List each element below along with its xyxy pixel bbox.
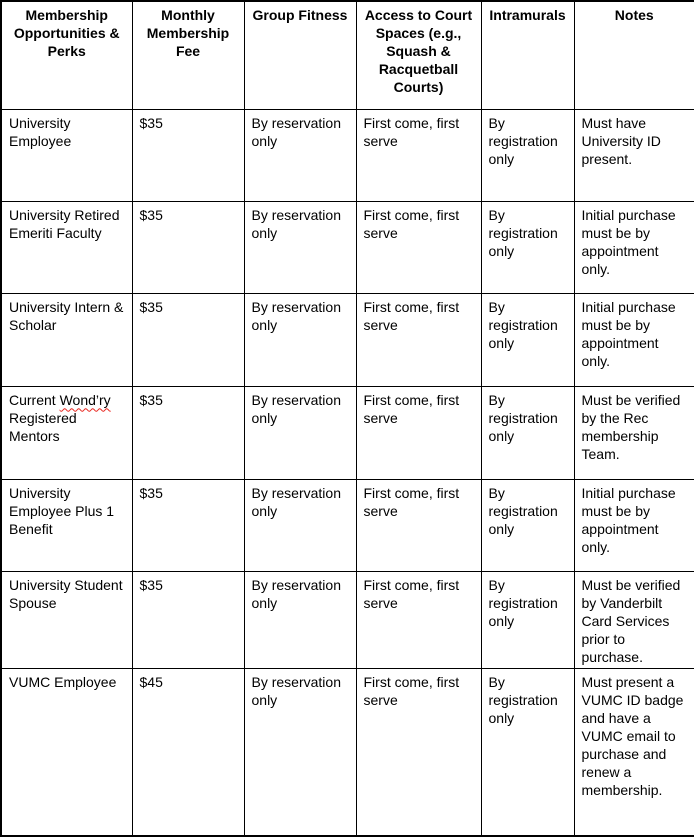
cell-intramurals: By registration only	[481, 571, 574, 668]
cell-fee: $35	[132, 571, 244, 668]
cell-intramurals: By registration only	[481, 386, 574, 479]
cell-membership	[1, 386, 132, 479]
membership-text: University Student Spouse	[9, 576, 123, 611]
cell-fee: $45	[132, 668, 244, 836]
table-row	[1, 479, 694, 571]
membership-text: University Employee Plus 1 Benefit	[9, 484, 115, 537]
cell-fee: $35	[132, 386, 244, 479]
cell-court-access: First come, first serve	[356, 201, 481, 293]
membership-text: University Retired Emeriti Faculty	[9, 206, 120, 241]
cell-membership	[1, 201, 132, 293]
cell-notes: Initial purchase must be by appointment only.	[574, 479, 694, 571]
header-row	[1, 1, 694, 109]
cell-notes: Initial purchase must be by appointment only.	[574, 201, 694, 293]
cell-membership	[1, 479, 132, 571]
cell-court-access: First come, first serve	[356, 479, 481, 571]
header-intramurals: Intramurals	[481, 1, 574, 109]
table-row	[1, 201, 694, 293]
membership-text: Current	[9, 391, 60, 408]
cell-fee: $35	[132, 293, 244, 386]
header-notes: Notes	[574, 1, 694, 109]
cell-notes: Must present a VUMC ID badge and have a VUMC email to purchase and renew a membership.	[574, 668, 694, 836]
cell-group-fitness: By reservation only	[244, 479, 356, 571]
cell-group-fitness: By reservation only	[244, 293, 356, 386]
cell-court-access: First come, first serve	[356, 571, 481, 668]
table-row	[1, 668, 694, 836]
cell-membership	[1, 571, 132, 668]
cell-membership	[1, 293, 132, 386]
cell-group-fitness: By reservation only	[244, 668, 356, 836]
cell-intramurals: By registration only	[481, 201, 574, 293]
cell-group-fitness: By reservation only	[244, 386, 356, 479]
header-monthly-fee: Monthly Membership Fee	[132, 1, 244, 109]
cell-notes: Must be verified by Vanderbilt Card Services prior to purchase.	[574, 571, 694, 668]
misspelled-word: Wond’ry	[59, 391, 111, 408]
cell-fee: $35	[132, 479, 244, 571]
cell-fee: $35	[132, 201, 244, 293]
table-row	[1, 386, 694, 479]
cell-group-fitness: By reservation only	[244, 571, 356, 668]
cell-notes: Must have University ID present.	[574, 109, 694, 201]
cell-intramurals: By registration only	[481, 479, 574, 571]
cell-court-access: First come, first serve	[356, 109, 481, 201]
cell-intramurals: By registration only	[481, 109, 574, 201]
cell-notes: Must be verified by the Rec membership Team.	[574, 386, 694, 479]
cell-notes: Initial purchase must be by appointment only.	[574, 293, 694, 386]
cell-intramurals: By registration only	[481, 668, 574, 836]
membership-text: VUMC Employee	[9, 673, 117, 690]
cell-fee: $35	[132, 109, 244, 201]
header-membership-opportunities: Membership Opportunities & Perks	[1, 1, 132, 109]
cell-court-access: First come, first serve	[356, 293, 481, 386]
cell-court-access: First come, first serve	[356, 668, 481, 836]
table-row	[1, 571, 694, 668]
membership-text: University Employee	[9, 114, 72, 149]
header-court-access: Access to Court Spaces (e.g., Squash & Racquetball Courts)	[356, 1, 481, 109]
cell-membership	[1, 109, 132, 201]
cell-group-fitness: By reservation only	[244, 109, 356, 201]
cell-court-access: First come, first serve	[356, 386, 481, 479]
table-row	[1, 109, 694, 201]
membership-text-cont: Registered Mentors	[9, 409, 77, 444]
cell-membership	[1, 668, 132, 836]
cell-intramurals: By registration only	[481, 293, 574, 386]
header-group-fitness: Group Fitness	[244, 1, 356, 109]
membership-text: University Intern & Scholar	[9, 298, 124, 333]
cell-group-fitness: By reservation only	[244, 201, 356, 293]
table-row	[1, 293, 694, 386]
